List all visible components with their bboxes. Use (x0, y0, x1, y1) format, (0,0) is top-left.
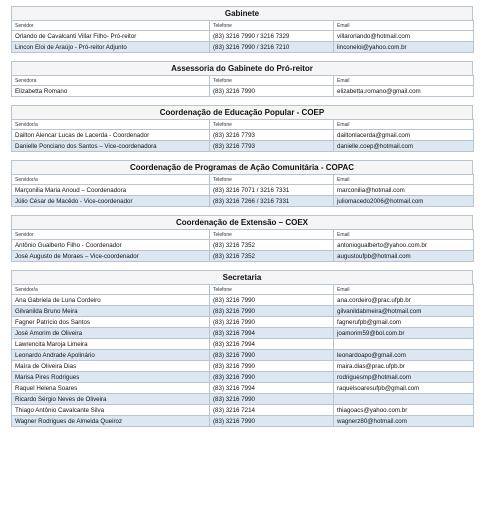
section-title: Coordenação de Extensão – COEX (11, 215, 473, 229)
table-row (12, 383, 474, 394)
table-row (12, 339, 474, 350)
cell-phone: (83) 3216 7071 / 3216 7331 (210, 185, 334, 196)
header-telefone: Telefone (210, 21, 334, 31)
cell-email[interactable]: joamorim59@bol.com.br (334, 328, 474, 339)
cell-phone: (83) 3216 7214 (210, 405, 334, 416)
header-servidor: Servidora (12, 76, 210, 86)
cell-name: Gilvanilda Bruno Meira (12, 306, 210, 317)
cell-name: Thiago Antônio Cavalcante Silva (12, 405, 210, 416)
cell-phone: (83) 3216 7994 (210, 339, 334, 350)
contact-directory (11, 6, 473, 435)
section-1 (11, 61, 473, 97)
header-email: Email (334, 21, 474, 31)
section-title: Assessoria do Gabinete do Pró-reitor (11, 61, 473, 75)
cell-email (334, 394, 474, 405)
header-servidor: Servidor/a (12, 120, 210, 130)
cell-phone: (83) 3216 7990 (210, 394, 334, 405)
cell-email[interactable]: rodriguesmp@hotmail.com (334, 372, 474, 383)
table-row (12, 372, 474, 383)
header-row (12, 76, 474, 86)
cell-name: Marçonilia Maria Anoud – Coordenadora (12, 185, 210, 196)
contact-table (11, 229, 474, 262)
cell-email[interactable]: antoniogualberto@yahoo.com.br (334, 240, 474, 251)
contact-table (11, 284, 474, 427)
cell-name: Marisa Pires Rodrigues (12, 372, 210, 383)
cell-email[interactable]: danielle.coep@hotmail.com (334, 141, 474, 152)
table-row (12, 361, 474, 372)
contact-table (11, 174, 474, 207)
cell-phone: (83) 3216 7793 (210, 141, 334, 152)
cell-email[interactable]: villarorlando@hotmail.com (334, 31, 474, 42)
header-telefone: Telefone (210, 175, 334, 185)
cell-name: Lincon Eloi de Araújo - Pró-reitor Adjunto (12, 42, 210, 53)
cell-email[interactable]: ana.cordeiro@prac.ufpb.br (334, 295, 474, 306)
table-row (12, 350, 474, 361)
table-row (12, 196, 474, 207)
table-row (12, 317, 474, 328)
cell-email[interactable]: elizabetta.romano@gmail.com (334, 86, 474, 97)
header-row (12, 230, 474, 240)
header-servidor: Servidor/a (12, 175, 210, 185)
section-0 (11, 6, 473, 53)
table-row (12, 405, 474, 416)
cell-email[interactable]: thiagoacs@yahoo.com.br (334, 405, 474, 416)
table-row (12, 86, 474, 97)
header-email: Email (334, 285, 474, 295)
cell-name: Wagner Rodrigues de Almeida Queiroz (12, 416, 210, 427)
table-row (12, 416, 474, 427)
header-row (12, 285, 474, 295)
header-telefone: Telefone (210, 120, 334, 130)
cell-name: Danielle Ponciano dos Santos – Vice-coordenadora (12, 141, 210, 152)
cell-phone: (83) 3216 7990 (210, 361, 334, 372)
cell-email[interactable]: linconeloi@yahoo.com.br (334, 42, 474, 53)
cell-email[interactable]: fagnerufpb@gmail.com (334, 317, 474, 328)
header-email: Email (334, 120, 474, 130)
header-row (12, 175, 474, 185)
cell-phone: (83) 3216 7990 (210, 306, 334, 317)
cell-name: Leonardo Andrade Apolinário (12, 350, 210, 361)
section-5 (11, 270, 473, 427)
header-email: Email (334, 76, 474, 86)
section-4 (11, 215, 473, 262)
cell-email[interactable]: juliomacedo2006@hotmail.com (334, 196, 474, 207)
cell-name: Fagner Patrício dos Santos (12, 317, 210, 328)
cell-phone: (83) 3216 7352 (210, 251, 334, 262)
cell-phone: (83) 3216 7990 (210, 416, 334, 427)
cell-phone: (83) 3216 7990 (210, 86, 334, 97)
header-email: Email (334, 230, 474, 240)
table-row (12, 141, 474, 152)
header-servidor: Servidor (12, 230, 210, 240)
table-row (12, 328, 474, 339)
contact-table (11, 75, 474, 97)
cell-name: Ricardo Sérgio Neves de Oliveira (12, 394, 210, 405)
table-row (12, 185, 474, 196)
cell-phone: (83) 3216 7990 / 3216 7329 (210, 31, 334, 42)
header-telefone: Telefone (210, 285, 334, 295)
cell-email[interactable]: leonardoapo@gmail.com (334, 350, 474, 361)
table-row (12, 42, 474, 53)
cell-phone: (83) 3216 7793 (210, 130, 334, 141)
cell-phone: (83) 3216 7990 (210, 372, 334, 383)
cell-name: Lawrencita Maroja Limeira (12, 339, 210, 350)
cell-email[interactable]: dailtonlacerda@gmail.com (334, 130, 474, 141)
cell-name: Orlando de Cavalcanti Villar Filho- Pró-reitor (12, 31, 210, 42)
header-servidor: Servidor (12, 21, 210, 31)
header-servidor: Servidor/a (12, 285, 210, 295)
cell-name: José Augusto de Moraes – Vice-coordenador (12, 251, 210, 262)
cell-phone: (83) 3216 7994 (210, 383, 334, 394)
cell-phone: (83) 3216 7352 (210, 240, 334, 251)
table-row (12, 31, 474, 42)
header-telefone: Telefone (210, 230, 334, 240)
cell-name: José Amorim de Oliveira (12, 328, 210, 339)
cell-email[interactable]: augustoufpb@hotmail.com (334, 251, 474, 262)
cell-email[interactable]: maira.dias@prac.ufpb.br (334, 361, 474, 372)
section-title: Secretaria (11, 270, 473, 284)
header-row (12, 120, 474, 130)
section-2 (11, 105, 473, 152)
table-row (12, 130, 474, 141)
section-title: Coordenação de Programas de Ação Comunitária - COPAC (11, 160, 473, 174)
cell-name: Júlio César de Macêdo - Vice-coordenador (12, 196, 210, 207)
cell-email[interactable]: marconilia@hotmail.com (334, 185, 474, 196)
cell-name: Dailton Alencar Lucas de Lacerda - Coordenador (12, 130, 210, 141)
table-row (12, 240, 474, 251)
cell-name: Ana Gabriela de Luna Cordeiro (12, 295, 210, 306)
header-email: Email (334, 175, 474, 185)
table-row (12, 394, 474, 405)
cell-name: Raquel Helena Soares (12, 383, 210, 394)
header-telefone: Telefone (210, 76, 334, 86)
cell-phone: (83) 3216 7994 (210, 328, 334, 339)
cell-phone: (83) 3216 7990 (210, 317, 334, 328)
section-3 (11, 160, 473, 207)
table-row (12, 295, 474, 306)
cell-name: Elizabetta Romano (12, 86, 210, 97)
header-row (12, 21, 474, 31)
contact-table (11, 119, 474, 152)
cell-email[interactable]: gilvanildabmeira@hotmail.com (334, 306, 474, 317)
cell-email[interactable]: raquelsoaresufpb@gmail.com (334, 383, 474, 394)
cell-email[interactable]: wagnerz80@hotmail.com (334, 416, 474, 427)
cell-phone: (83) 3216 7990 (210, 350, 334, 361)
cell-phone: (83) 3216 7266 / 3216 7331 (210, 196, 334, 207)
cell-name: Antônio Gualberto Filho - Coordenador (12, 240, 210, 251)
table-row (12, 251, 474, 262)
cell-phone: (83) 3216 7990 / 3216 7210 (210, 42, 334, 53)
cell-email (334, 339, 474, 350)
cell-name: Maíra de Oliveira Dias (12, 361, 210, 372)
table-row (12, 306, 474, 317)
cell-phone: (83) 3216 7990 (210, 295, 334, 306)
section-title: Gabinete (11, 6, 473, 20)
contact-table (11, 20, 474, 53)
section-title: Coordenação de Educação Popular - COEP (11, 105, 473, 119)
